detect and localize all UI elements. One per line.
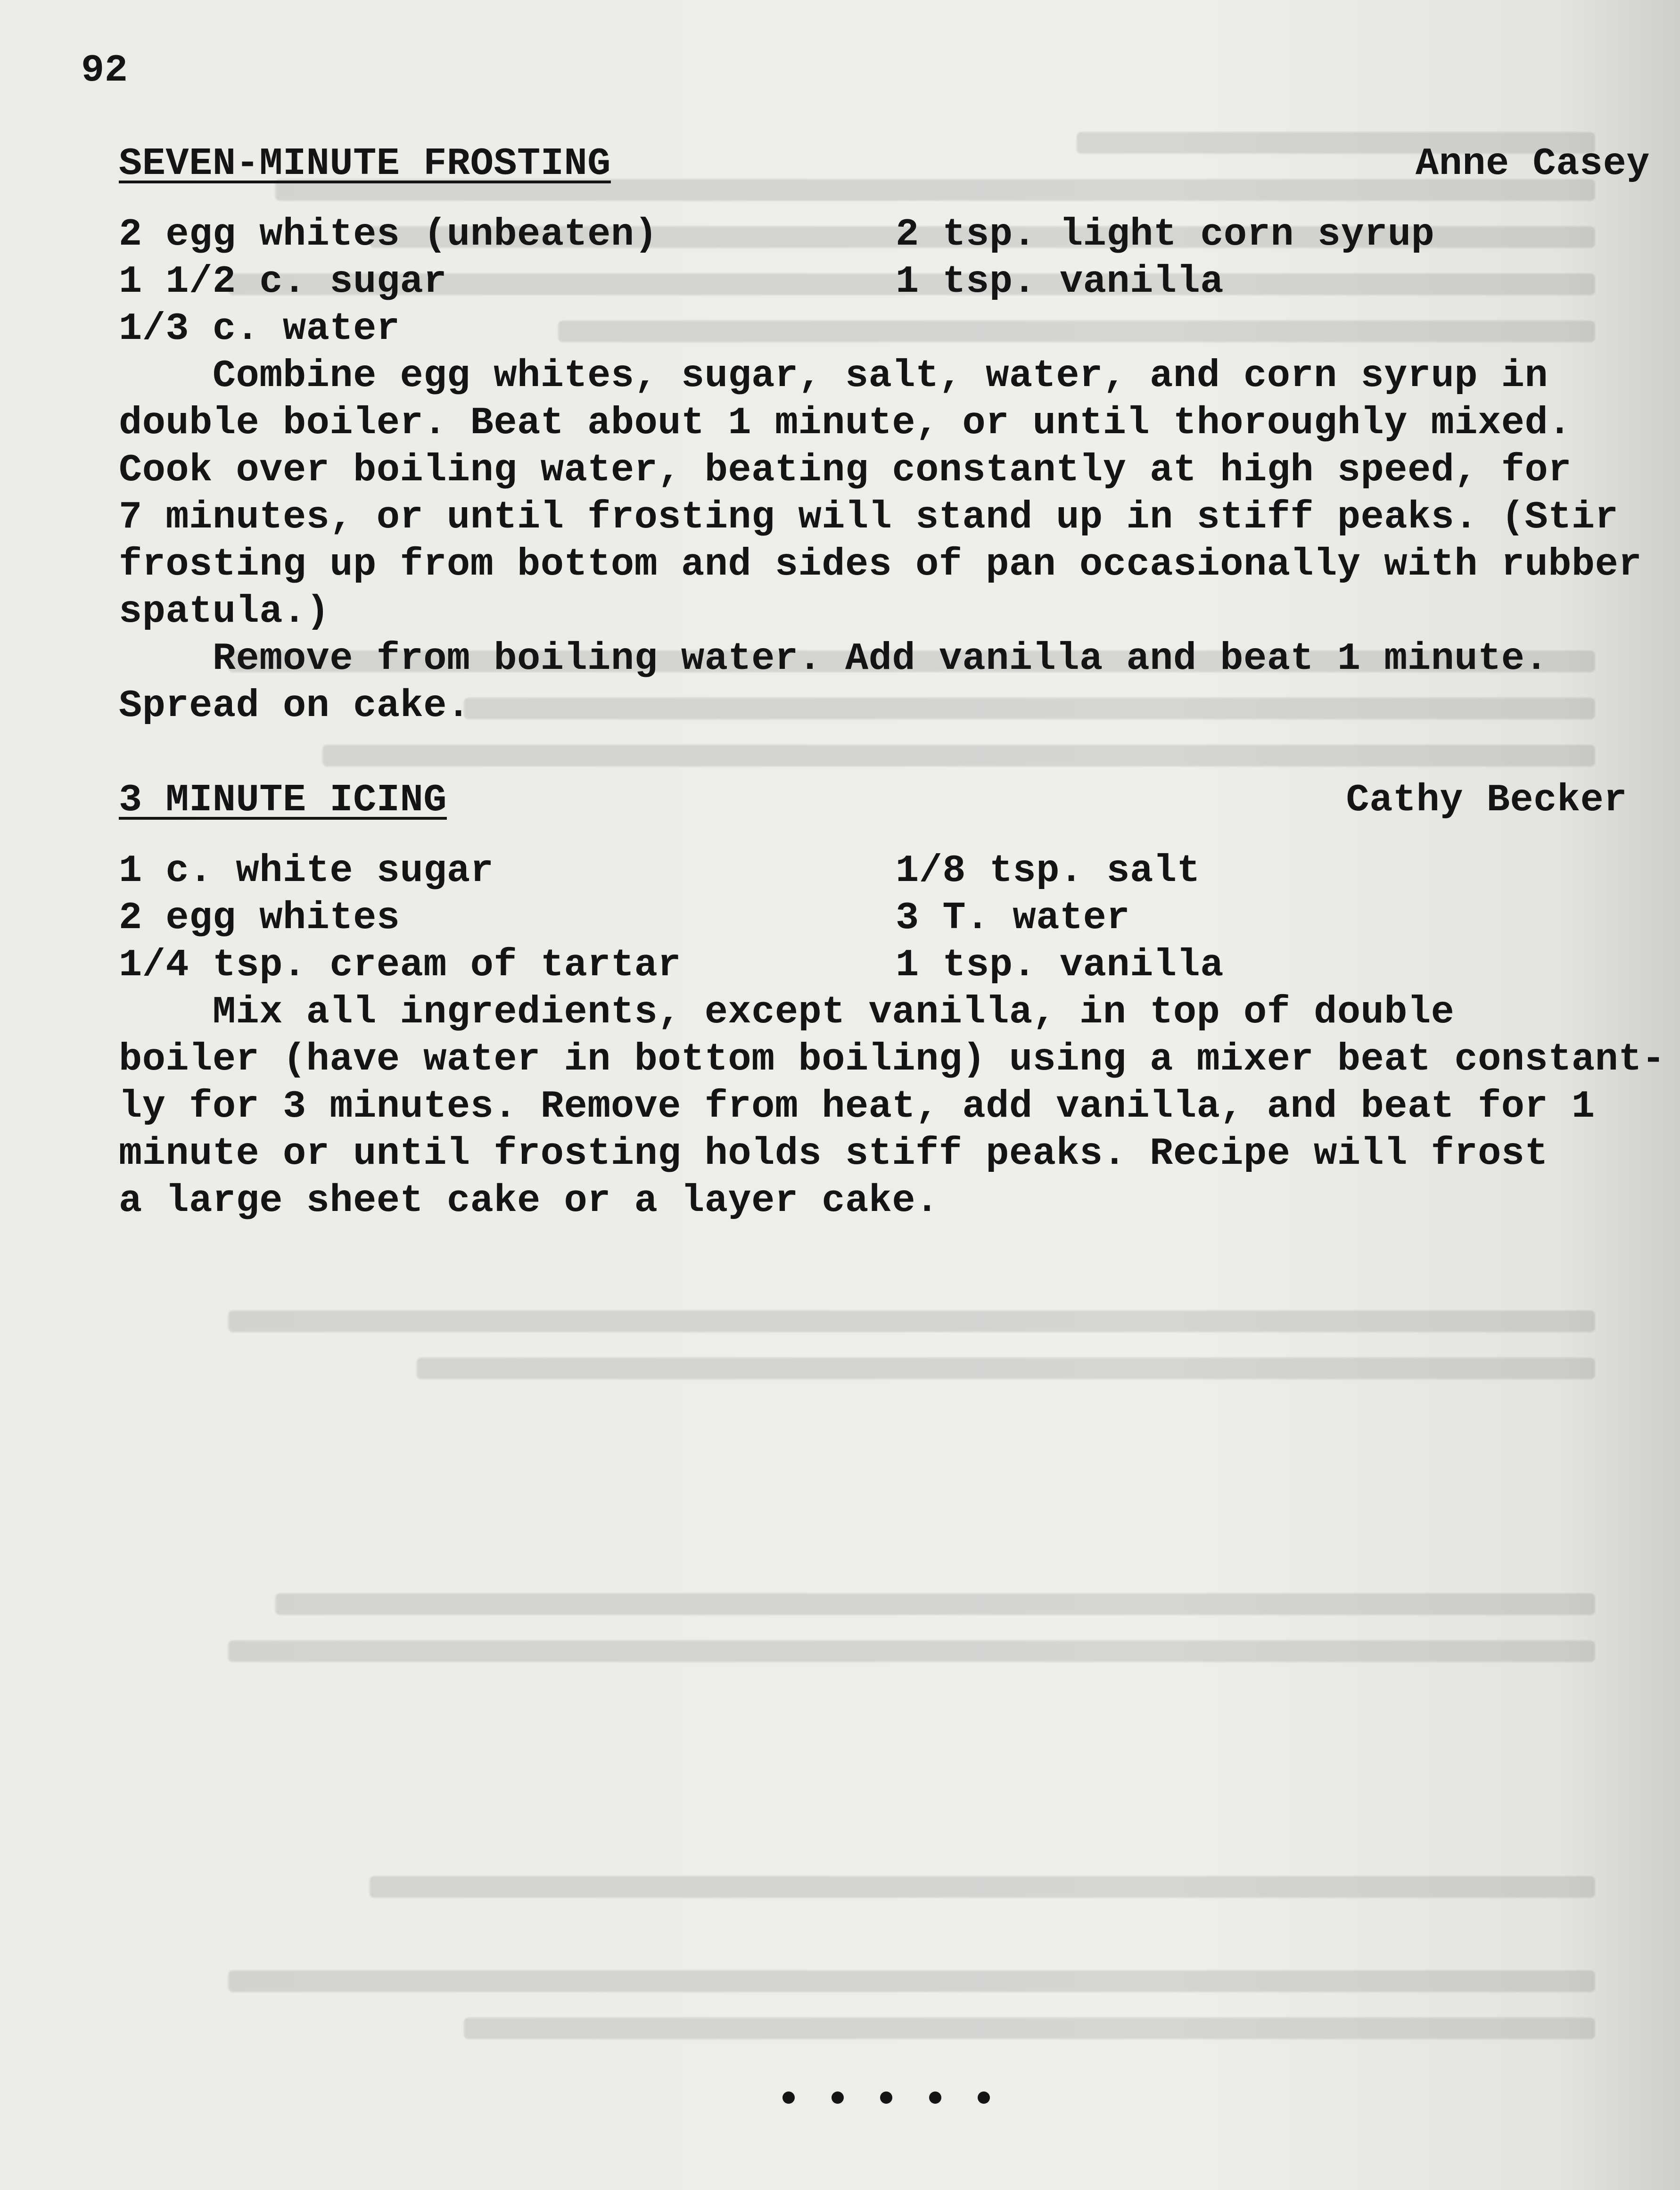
direction-line: frosting up from bottom and sides of pan occasionally with rubber (119, 543, 1642, 586)
direction-line: a large sheet cake or a layer cake. (119, 1179, 939, 1223)
ingredient: 1 1/2 c. sugar (119, 260, 447, 304)
direction-line: Cook over boiling water, beating constantly at high speed, for (119, 448, 1572, 492)
recipe-title: 3 MINUTE ICING (119, 778, 447, 822)
ingredient: 1/4 tsp. cream of tartar (119, 943, 681, 987)
ingredient: 1 tsp. vanilla (896, 260, 1224, 304)
direction-line: boiler (have water in bottom boiling) using a mixer beat constant- (119, 1037, 1665, 1081)
ingredient: 3 T. water (896, 896, 1130, 940)
recipe-author: Anne Casey (1415, 142, 1650, 186)
ornament-dot (978, 2091, 990, 2104)
ingredient: 2 egg whites (unbeaten) (119, 213, 658, 256)
direction-line: Spread on cake. (119, 684, 470, 728)
ingredient: 2 tsp. light corn syrup (896, 213, 1435, 256)
recipe-title: SEVEN-MINUTE FROSTING (119, 142, 611, 186)
direction-line: spatula.) (119, 590, 330, 634)
direction-line: double boiler. Beat about 1 minute, or until thoroughly mixed. (119, 401, 1572, 445)
ornament-dot (782, 2091, 795, 2104)
ornament-dot (929, 2091, 941, 2104)
direction-line: 7 minutes, or until frosting will stand up in stiff peaks. (Stir (119, 495, 1619, 539)
recipe-author: Cathy Becker (1346, 778, 1627, 822)
ingredient: 1 c. white sugar (119, 849, 494, 893)
direction-line: Mix all ingredients, except vanilla, in top of double (119, 990, 1455, 1034)
ingredient: 1/8 tsp. salt (896, 849, 1201, 893)
ingredient: 1/3 c. water (119, 307, 400, 351)
ingredient: 2 egg whites (119, 896, 400, 940)
ingredient: 1 tsp. vanilla (896, 943, 1224, 987)
section-ornament (782, 2083, 990, 2112)
ornament-dot (832, 2091, 844, 2104)
direction-line: minute or until frosting holds stiff peaks. Recipe will frost (119, 1132, 1548, 1176)
direction-line: Remove from boiling water. Add vanilla and beat 1 minute. (119, 637, 1548, 681)
page-number: 92 (81, 49, 128, 92)
ornament-dot (880, 2091, 892, 2104)
direction-line: Combine egg whites, sugar, salt, water, and corn syrup in (119, 354, 1548, 398)
direction-line: ly for 3 minutes. Remove from heat, add vanilla, and beat for 1 (119, 1085, 1595, 1128)
